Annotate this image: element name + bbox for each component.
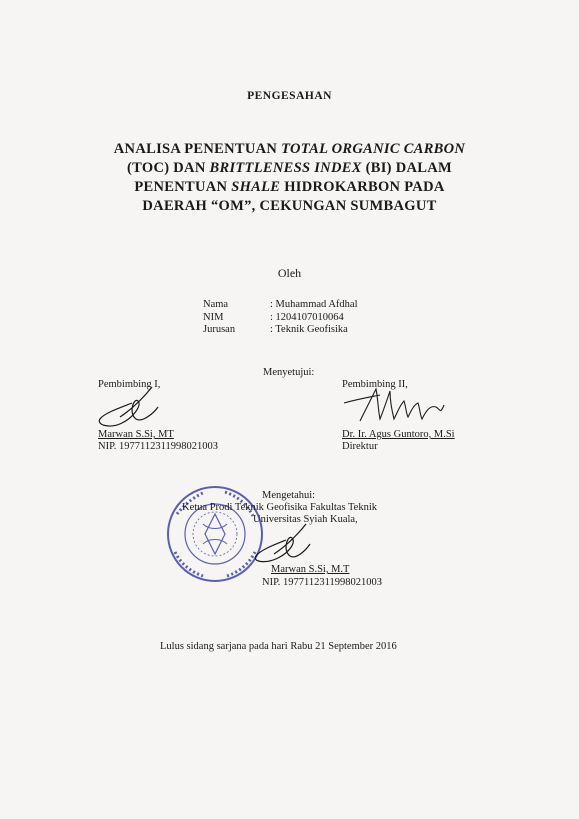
pembimbing2-name: Dr. Ir. Agus Guntoro, M.Si (342, 429, 455, 440)
jurusan-label: Jurusan (203, 324, 236, 335)
pembimbing1-name: Marwan S.Si, MT (98, 429, 174, 440)
title-line-2 (0, 159, 579, 178)
title-italic: SHALE (231, 179, 281, 195)
title-text: (TOC) DAN (127, 160, 210, 176)
signature-ketua-prodi (248, 520, 318, 565)
nama-label: Nama (203, 299, 229, 310)
jurusan-value: : Teknik Geofisika (270, 324, 348, 335)
nim-label: NIM (203, 311, 224, 323)
info-row-nim (203, 312, 358, 325)
ketua-prodi-nip: NIP. 197711231199802100З (262, 577, 382, 588)
title-text: HIDROKARBON PADA (280, 179, 445, 195)
oleh-label: Oleh (277, 266, 302, 280)
title-line-4: DAERAH “OM”, CEKUNGAN SUMBAGUT (142, 198, 437, 214)
ketua-prodi-name: Marwan S.Si, M.T (271, 564, 350, 575)
title-italic: BRITTLENESS INDEX (209, 160, 362, 176)
nim-value: : 1204107010064 (270, 311, 344, 323)
title-text: PENENTUAN (134, 179, 232, 195)
student-info (203, 299, 358, 337)
menyetujui-label: Menyetujui: (263, 367, 315, 378)
title-line-1 (0, 140, 579, 159)
mengetahui-label: Mengetahui: (262, 490, 316, 501)
page-heading: PENGESAHAN (247, 90, 332, 102)
pembimbing1-nip: NIP. 197711231199802100З (98, 441, 218, 452)
pembimbing2-label: Pembimbing II, (342, 379, 408, 390)
title-text: ANALISA PENENTUAN (113, 141, 282, 157)
university-line: Universitas Syiah Kuala, (253, 514, 358, 525)
ketua-prodi-line: Ketua Prodi Teknik Geofisika Fakultas Teknik (182, 502, 377, 513)
signature-pembimbing2 (340, 385, 450, 430)
lulus-sidang-text: Lulus sidang sarjana pada hari Rabu 21 September 2016 (160, 641, 397, 652)
info-row-nama (203, 299, 358, 312)
thesis-title (0, 140, 579, 216)
title-line-3 (0, 178, 579, 197)
nama-value: : Muhammad Afdhal (270, 299, 358, 310)
info-row-jurusan (203, 324, 358, 337)
signature-pembimbing1 (92, 383, 172, 433)
pembimbing2-role: Direktur (342, 441, 378, 452)
title-text: (BI) DALAM (361, 160, 452, 176)
title-italic: TOTAL ORGANIC CARBON (281, 141, 466, 157)
pembimbing1-label: Pembimbing I, (98, 379, 161, 390)
